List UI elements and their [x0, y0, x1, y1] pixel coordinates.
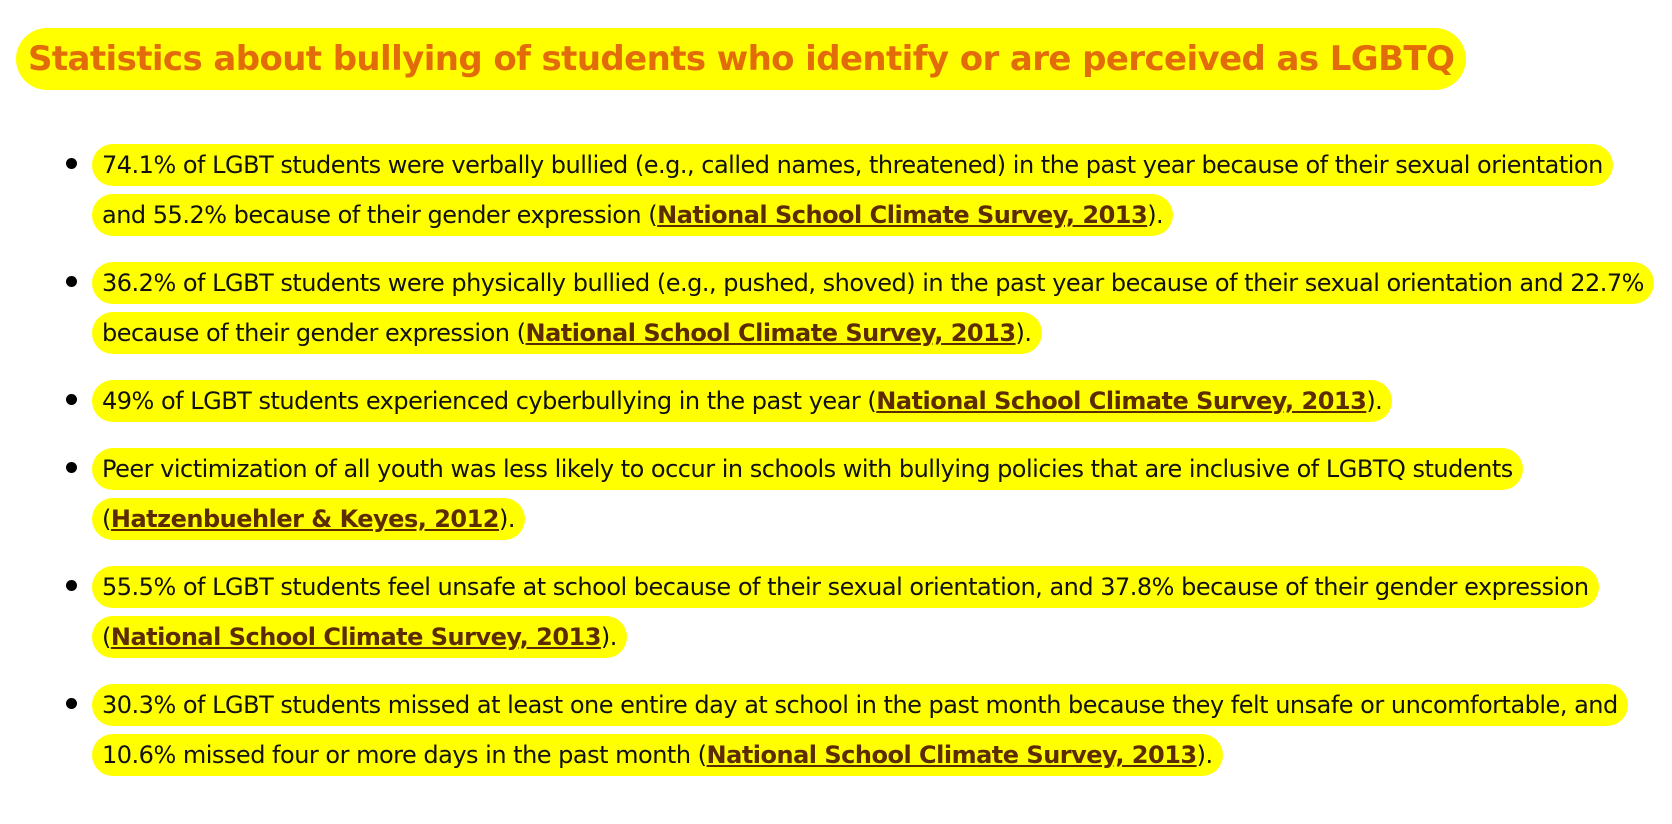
statistics-list — [0, 140, 1672, 798]
bullet-icon — [66, 158, 77, 169]
closing-punctuation: ). — [1366, 387, 1383, 415]
closing-punctuation: ). — [1015, 319, 1032, 347]
list-item — [0, 376, 1652, 426]
citation-link[interactable]: National School Climate Survey, 2013 — [110, 623, 601, 651]
bullet-icon — [66, 698, 77, 709]
closing-punctuation: ). — [1196, 741, 1213, 769]
page-title: Statistics about bullying of students who identify or are perceived as LGBTQ — [16, 28, 1466, 90]
citation-link[interactable]: National School Climate Survey, 2013 — [525, 319, 1016, 347]
bullet-icon — [66, 462, 77, 473]
citation-link[interactable]: National School Climate Survey, 2013 — [876, 387, 1367, 415]
list-item — [0, 680, 1652, 780]
closing-punctuation: ). — [600, 623, 617, 651]
title-container — [16, 28, 1466, 90]
list-item-text — [92, 680, 1652, 780]
closing-punctuation: ). — [499, 505, 515, 533]
list-item-text — [92, 562, 1652, 662]
highlighted-text — [92, 448, 1523, 540]
citation-link[interactable]: National School Climate Survey, 2013 — [706, 741, 1197, 769]
statistic-text: 30.3% of LGBT students missed at least one entire day at school in the past month because they felt unsafe or uncomfortable, and 10.6% missed four or more days in the past month ( — [102, 691, 1618, 769]
bullet-icon — [66, 276, 77, 287]
list-item — [0, 140, 1652, 240]
list-item — [0, 258, 1652, 358]
bullet-icon — [66, 394, 77, 405]
highlighted-text — [92, 684, 1628, 776]
citation-link[interactable]: Hatzenbuehler & Keyes, 2012 — [110, 505, 499, 533]
highlighted-text — [92, 262, 1654, 354]
highlighted-text — [92, 144, 1613, 236]
list-item — [0, 444, 1652, 544]
highlighted-text — [92, 566, 1599, 658]
list-item-text — [92, 140, 1652, 240]
statistic-text: 55.5% of LGBT students feel unsafe at school because of their sexual orientation, and 37.8% because of their gender expression ( — [102, 573, 1589, 651]
highlighted-text — [92, 380, 1392, 422]
statistic-text: Peer victimization of all youth was less likely to occur in schools with bullying policies that are inclusive of LGBTQ students ( — [102, 455, 1513, 533]
closing-punctuation: ). — [1147, 201, 1164, 229]
citation-link[interactable]: National School Climate Survey, 2013 — [657, 201, 1148, 229]
bullet-icon — [66, 580, 77, 591]
list-item-text — [92, 376, 1652, 426]
statistic-text: 49% of LGBT students experienced cyberbullying in the past year ( — [102, 387, 877, 415]
list-item-text — [92, 444, 1652, 544]
statistic-text: 74.1% of LGBT students were verbally bullied (e.g., called names, threatened) in the past year because of their sexual orientation and 55.2% because of their gender expression ( — [102, 151, 1603, 229]
list-item — [0, 562, 1652, 662]
statistic-text: 36.2% of LGBT students were physically bullied (e.g., pushed, shoved) in the past year because of their sexual orientation and 22.7% because of their gender expression ( — [102, 269, 1644, 347]
list-item-text — [92, 258, 1652, 358]
